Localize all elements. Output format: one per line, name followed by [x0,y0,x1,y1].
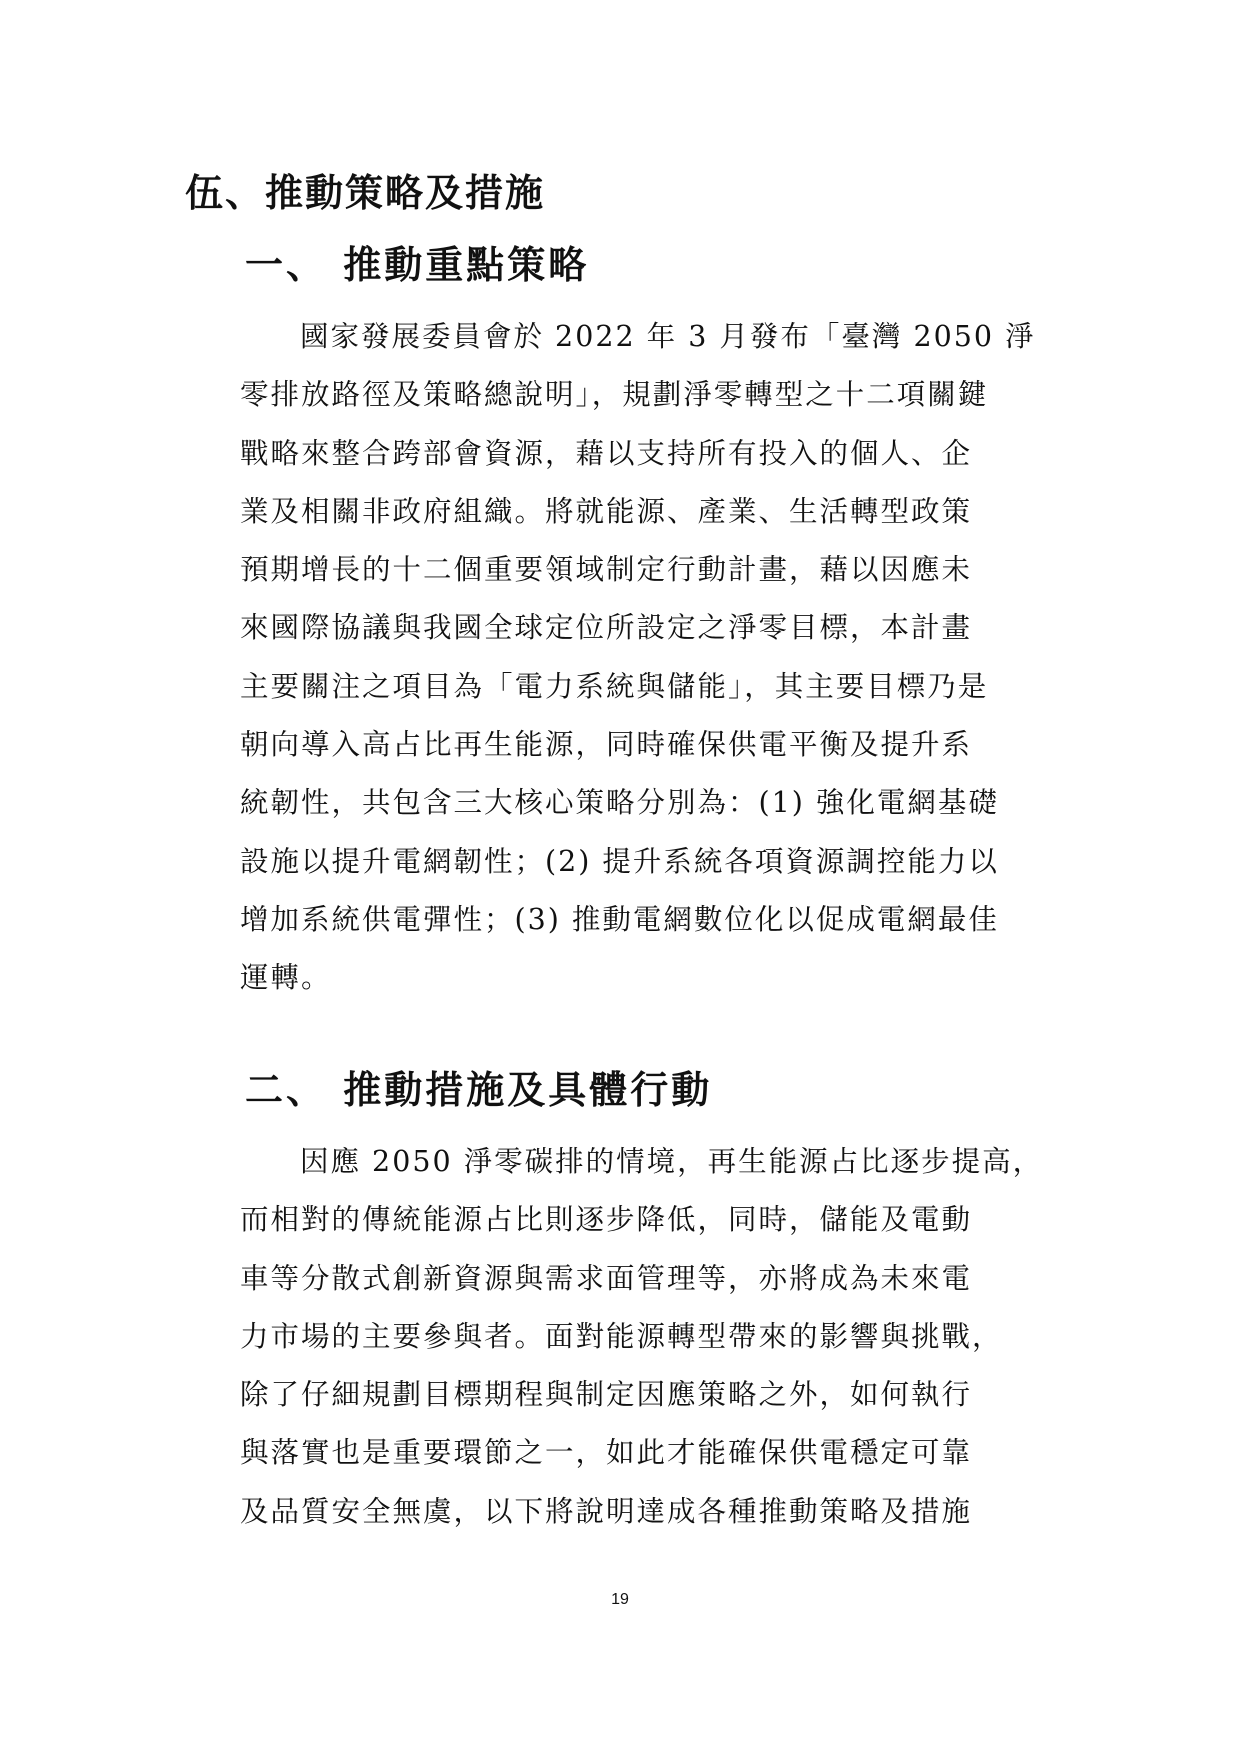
page-number: 19 [611,1591,629,1608]
section-title: 伍、推動策略及措施 [185,171,546,215]
paragraph-line: 力市場的主要參與者。面對能源轉型帶來的影響與挑戰， [240,1319,1003,1353]
paragraph-line: 預期增長的十二個重要領域制定行動計畫，藉以因應未 [240,553,973,587]
paragraph-measures-actions [240,1133,1050,1541]
paragraph-line: 設施以提升電網韌性；(2) 提升系統各項資源調控能力以 [240,844,999,878]
paragraph-line: 業及相關非政府組織。將就能源、產業、生活轉型政策 [240,494,973,528]
paragraph-line: 來國際協議與我國全球定位所設定之淨零目標，本計畫 [240,611,973,645]
paragraph-line: 國家發展委員會於 2022 年 3 月發布「臺灣 2050 淨 [300,320,1036,353]
paragraph-line: 主要關注之項目為「電力系統與儲能」，其主要目標乃是 [240,669,989,703]
paragraph-line: 朝向導入高占比再生能源，同時確保供電平衡及提升系 [240,728,973,762]
subsection-title-key-strategies: 一、 推動重點策略 [245,243,590,287]
paragraph-line: 統韌性，共包含三大核心策略分別為：(1) 強化電網基礎 [240,786,999,820]
paragraph-line: 因應 2050 淨零碳排的情境，再生能源占比逐步提高， [300,1145,1044,1178]
paragraph-line: 除了仔細規劃目標期程與制定因應策略之外，如何執行 [240,1378,973,1412]
paragraph-line: 車等分散式創新資源與需求面管理等，亦將成為未來電 [240,1261,973,1295]
subsection-title-measures-actions: 二、 推動措施及具體行動 [245,1068,713,1112]
paragraph-key-strategies [240,308,1050,1008]
paragraph-line: 戰略來整合跨部會資源，藉以支持所有投入的個人、企 [240,436,973,470]
paragraph-line: 而相對的傳統能源占比則逐步降低，同時，儲能及電動 [240,1203,973,1237]
paragraph-line: 增加系統供電彈性；(3) 推動電網數位化以促成電網最佳 [240,902,999,936]
paragraph-line: 及品質安全無虞，以下將說明達成各種推動策略及措施 [240,1494,973,1528]
paragraph-line: 零排放路徑及策略總說明」，規劃淨零轉型之十二項關鍵 [240,378,989,412]
paragraph-line: 運轉。 [240,961,332,995]
paragraph-line: 與落實也是重要環節之一，如此才能確保供電穩定可靠 [240,1436,973,1470]
